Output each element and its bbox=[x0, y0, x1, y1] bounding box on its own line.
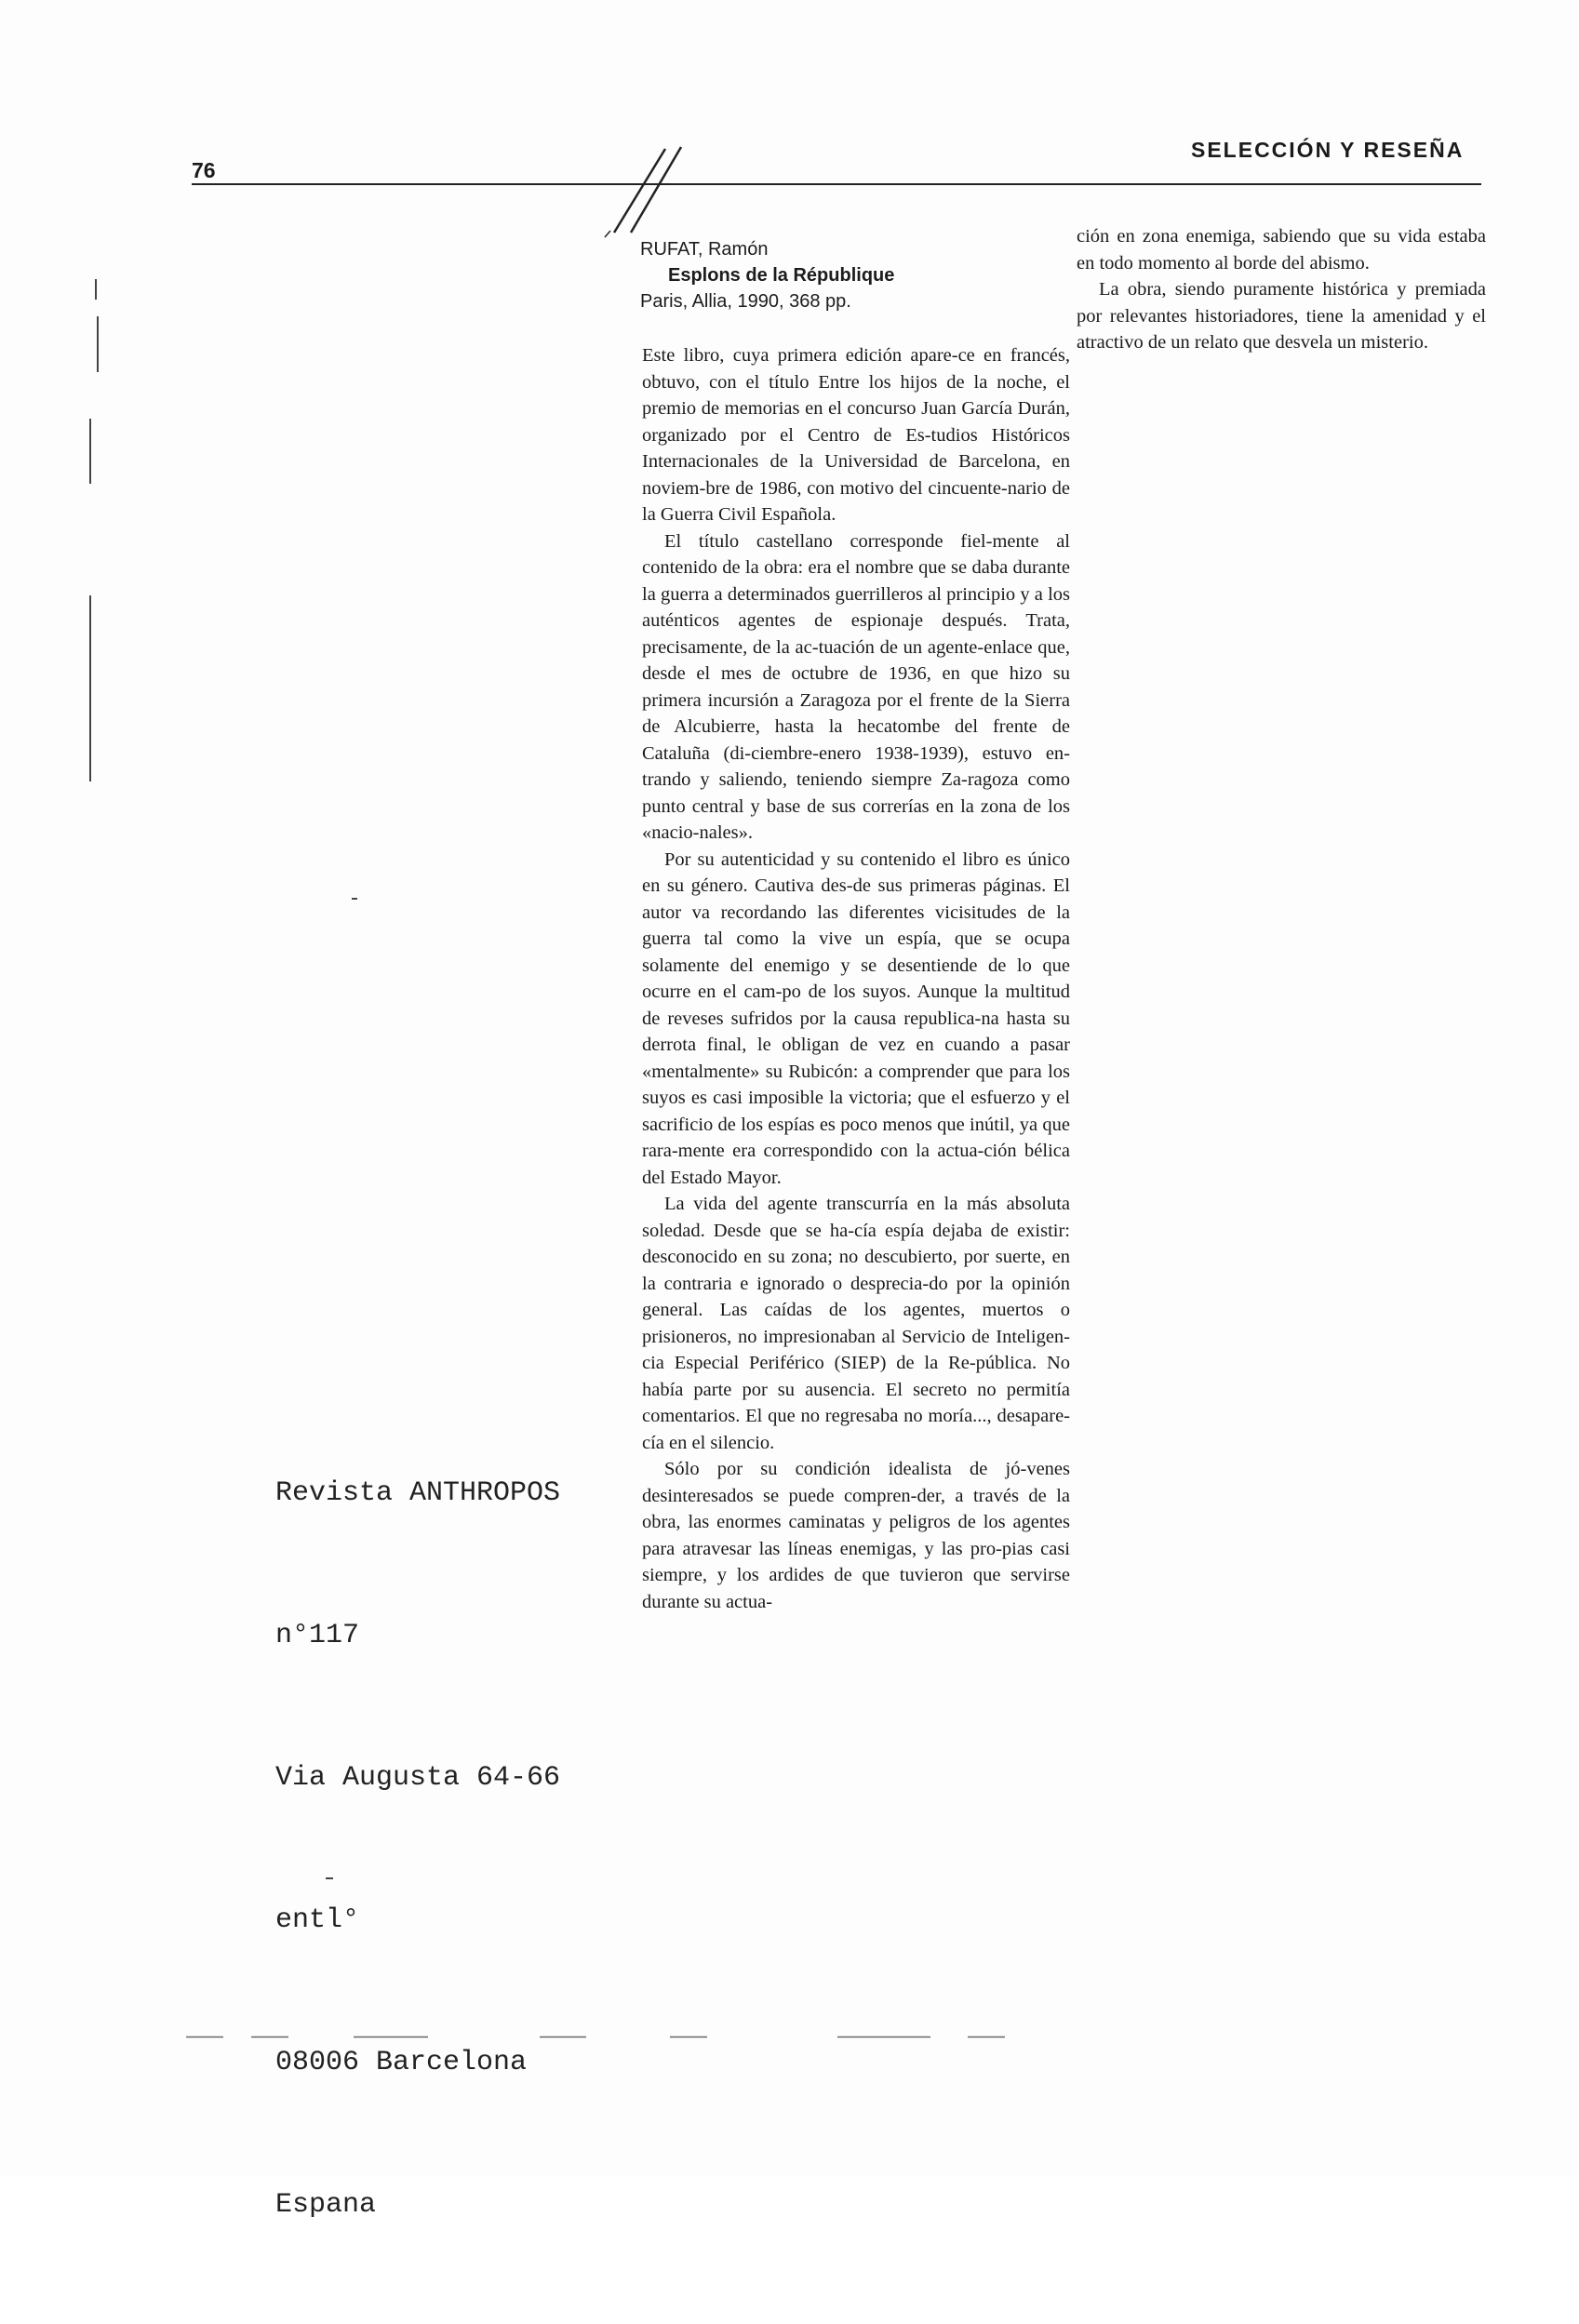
bottom-scan-dashes bbox=[186, 2036, 1024, 2038]
address-line: entl° bbox=[275, 1904, 360, 1936]
scan-artifact bbox=[95, 279, 97, 300]
address-line: n°117 bbox=[275, 1620, 360, 1651]
review-paragraph: Por su autenticidad y su contenido el libro es único en su género. Cautiva des-de sus primeras páginas. El autor va recordando las diferentes vicisitudes de la guerra tal como la vive un espía, que se ocupa solamente del enemigo y se desentiende de lo que ocurre en el cam-po de los suyos. Aunque la multitud de reveses sufridos por la causa republica-na hasta su derrota final, le obligan de vez en cuando a pasar «mentalmente» su Rubicón: a comprender que para los suyos es casi imposible la victoria; que el esfuerzo y el sacrificio de los espías es poco menos que inútil, ya que rara-mente era correspondido con la actua-ción bélica del Estado Mayor. bbox=[642, 848, 1070, 1188]
address-line: Espana bbox=[275, 2189, 377, 2221]
page-number: 76 bbox=[192, 158, 216, 182]
address-line: Revista ANTHROPOS bbox=[275, 1477, 561, 1509]
review-column-2 bbox=[1077, 223, 1486, 356]
review-paragraph: La obra, siendo puramente histórica y premiada por relevantes historiadores, tiene la amenidad y el atractivo de un relato que desvela un misterio. bbox=[1077, 279, 1486, 353]
header-rule bbox=[192, 183, 1481, 185]
review-paragraph: Este libro, cuya primera edición apare-ce en francés, obtuvo, con el título Entre los hijos de la noche, el premio de memorias en el concurso Juan García Durán, organizado por el Centro de Es-tudios Históricos Internacionales de la Universidad de Barcelona, en noviem-bre de 1986, con motivo del cincuente-nario de la Guerra Civil Española. bbox=[642, 345, 1070, 525]
section-title: SELECCIÓN Y RESEÑA bbox=[1191, 138, 1465, 162]
book-title: Esplons de la République bbox=[668, 265, 895, 286]
handwritten-slash-marks bbox=[595, 140, 726, 242]
address-line: Via Augusta 64-66 bbox=[275, 1762, 561, 1794]
review-column-1 bbox=[642, 342, 1070, 1615]
address-line: 08006 Barcelona bbox=[275, 2047, 528, 2078]
scan-artifact bbox=[89, 595, 91, 781]
scan-artifact bbox=[326, 1877, 333, 1879]
book-reference bbox=[640, 236, 894, 314]
address-stamp bbox=[275, 1375, 560, 2324]
review-paragraph: La vida del agente transcurría en la más absoluta soledad. Desde que se ha-cía espía dejaba de existir: desconocido en su zona; no descubierto, por suerte, en la contraria e ignorado o desprecia-do por la opinión general. Las caídas de los agentes, muertos o prisioneros, no impresionaban al Servicio de Inteligen-cia Especial Periférico (SIEP) de la Re-pública. No había parte por su ausencia. El secreto no permitía comentarios. El que no regresaba no moría..., desapare-cía en el silencio. bbox=[642, 1194, 1070, 1453]
review-paragraph: El título castellano corresponde fiel-mente al contenido de la obra: era el nombre que se daba durante la guerra a determinados guerrilleros al principio y a los auténticos agentes de espionaje después. Trata, precisamente, de la ac-tuación de un agente-enlace que, desde el mes de octubre de 1936, en que hizo su primera incursión a Zaragoza por el frente de la Sierra de Alcubierre, hasta la hecatombe del frente de Cataluña (di-ciembre-enero 1938-1939), estuvo en-trando y saliendo, teniendo siempre Za-ragoza como punto central y base de sus correrías en la zona de los «nacio-nales». bbox=[642, 530, 1070, 843]
scan-artifact bbox=[89, 419, 91, 484]
book-author: RUFAT, Ramón bbox=[640, 239, 769, 260]
review-paragraph: Sólo por su condición idealista de jó-venes desinteresados se puede compren-der, a través de la obra, las enormes caminatas y peligros de los agentes para atravesar las líneas enemigas, y las pro-pias casi siempre, y los ardides de que tuvieron que servirse durante su actua- bbox=[642, 1459, 1070, 1612]
scan-artifact bbox=[97, 316, 99, 372]
review-paragraph: ción en zona enemiga, sabiendo que su vida estaba en todo momento al borde del abismo. bbox=[1077, 226, 1486, 274]
scan-artifact bbox=[352, 898, 357, 900]
book-publication: Paris, Allia, 1990, 368 pp. bbox=[640, 291, 851, 312]
